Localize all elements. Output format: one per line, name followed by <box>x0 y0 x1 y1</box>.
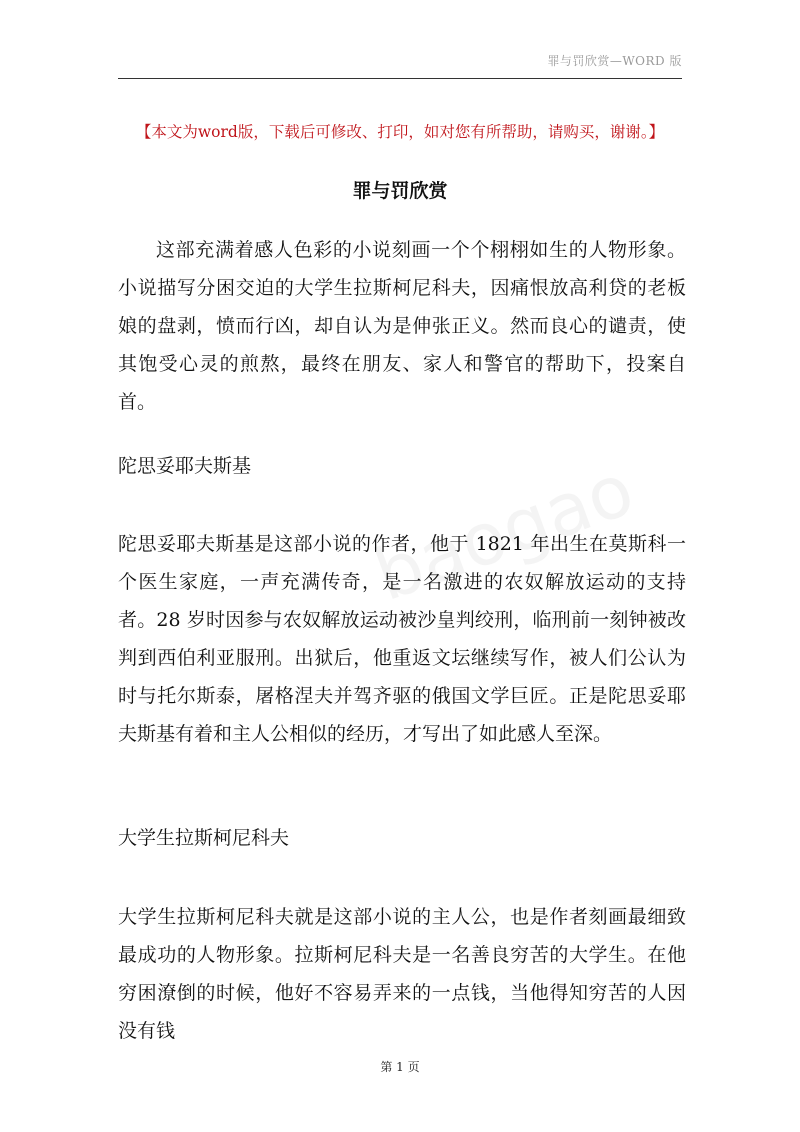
header-divider <box>118 78 682 79</box>
author-paragraph: 陀思妥耶夫斯基是这部小说的作者，他于 1821 年出生在莫斯科一个医生家庭，一声充满传奇，是一名激进的农奴解放运动的支持者。28 岁时因参与农奴解放运动被沙皇判绞刑，临刑前一刻钟被改判到西伯利亚服刑。出狱后，他重返文坛继续写作，被人们公认为时与托尔斯泰，屠格涅夫并驾齐驱的俄国文学巨匠。正是陀思妥耶夫斯基有着和主人公相似的经历，才写出了如此感人至深。 <box>118 533 686 745</box>
document-title: 罪与罚欣赏 <box>352 180 448 202</box>
protagonist-paragraph: 大学生拉斯柯尼科夫就是这部小说的主人公，也是作者刻画最细致最成功的人物形象。拉斯柯尼科夫是一名善良穷苦的大学生。在他穷困潦倒的时候，他好不容易弄来的一点钱，当他得知穷苦的人因没有钱 <box>118 906 686 1042</box>
page-number: 第 1 页 <box>380 1060 420 1074</box>
section-heading-author: 陀思妥耶夫斯基 <box>118 455 252 477</box>
purchase-notice: 【本文为word版，下载后可修改、打印，如对您有所帮助，请购买，谢谢。】 <box>135 123 665 141</box>
running-header: 罪与罚欣赏—WORD 版 <box>547 54 682 68</box>
section-heading-protagonist: 大学生拉斯柯尼科夫 <box>118 827 290 849</box>
intro-paragraph: 这部充满着感人色彩的小说刻画一个个栩栩如生的人物形象。小说描写分困交迫的大学生拉斯柯尼科夫，因痛恨放高利贷的老板娘的盘剥，愤而行凶，却自认为是伸张正义。然而良心的谴责，使其饱受心灵的煎熬，最终在朋友、家人和警官的帮助下，投案自首。 <box>118 239 686 413</box>
